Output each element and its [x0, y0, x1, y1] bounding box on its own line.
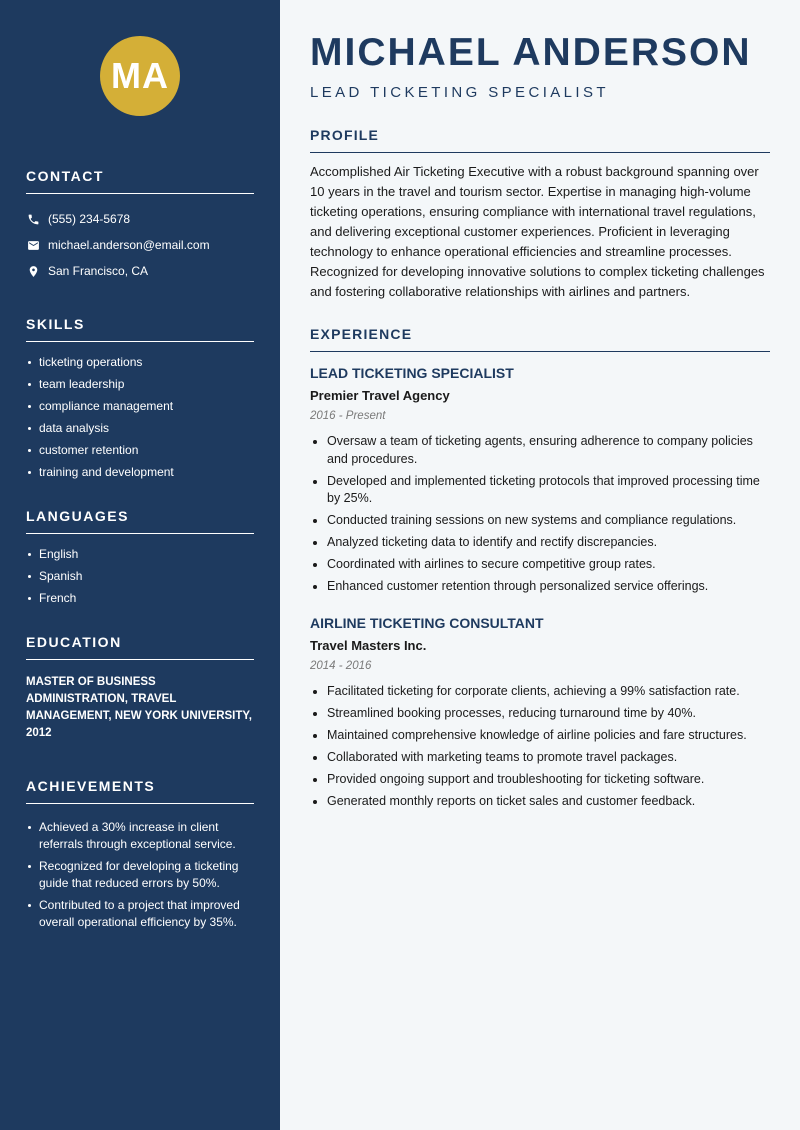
- achievements-heading: ACHIEVEMENTS: [26, 778, 254, 804]
- languages-heading: LANGUAGES: [26, 508, 254, 534]
- achievements-list: [26, 819, 254, 931]
- achievement-item: Achieved a 30% increase in client referrals through exceptional service.: [26, 819, 254, 853]
- education-section: [26, 634, 254, 742]
- contact-heading: CONTACT: [26, 168, 254, 194]
- achievement-item: Contributed to a project that improved overall operational efficiency by 35%.: [26, 897, 254, 931]
- contact-email: [26, 232, 254, 258]
- contact-section: [26, 168, 254, 284]
- skill-item: data analysis: [26, 420, 254, 436]
- contact-phone-text: (555) 234-5678: [48, 212, 131, 226]
- job-bullet: Generated monthly reports on ticket sales and customer feedback.: [310, 793, 770, 811]
- job-bullets: [310, 433, 770, 596]
- job-bullet: Developed and implemented ticketing protocols that improved processing time by 25%.: [310, 473, 770, 508]
- job-bullet: Analyzed ticketing data to identify and rectify discrepancies.: [310, 534, 770, 552]
- contact-email-text: michael.anderson@email.com: [48, 238, 210, 252]
- languages-section: [26, 508, 254, 606]
- job-bullet: Maintained comprehensive knowledge of airline policies and fare structures.: [310, 727, 770, 745]
- languages-list: [26, 546, 254, 606]
- job-title: LEAD TICKETING SPECIALIST: [310, 365, 514, 381]
- language-item: French: [26, 590, 254, 606]
- skill-item: ticketing operations: [26, 354, 254, 370]
- job-entry: [310, 364, 770, 596]
- job-bullets: [310, 683, 770, 811]
- skill-item: customer retention: [26, 442, 254, 458]
- contact-location-text: San Francisco, CA: [48, 264, 149, 278]
- candidate-name: MICHAEL ANDERSON: [310, 31, 752, 74]
- contact-location: [26, 258, 254, 284]
- phone-icon: [26, 212, 40, 226]
- education-heading: EDUCATION: [26, 634, 254, 660]
- job-bullet: Collaborated with marketing teams to promote travel packages.: [310, 749, 770, 767]
- achievements-section: [26, 778, 254, 931]
- job-bullet: Coordinated with airlines to secure competitive group rates.: [310, 556, 770, 574]
- language-item: Spanish: [26, 568, 254, 584]
- job-bullet: Oversaw a team of ticketing agents, ensuring adherence to company policies and procedures.: [310, 433, 770, 468]
- job-bullet: Enhanced customer retention through personalized service offerings.: [310, 578, 770, 596]
- job-dates: 2014 - 2016: [310, 659, 372, 672]
- main-content: [280, 0, 800, 1130]
- job-bullet: Provided ongoing support and troubleshooting for ticketing software.: [310, 771, 770, 789]
- skill-item: team leadership: [26, 376, 254, 392]
- language-item: English: [26, 546, 254, 562]
- job-bullet: Facilitated ticketing for corporate clients, achieving a 99% satisfaction rate.: [310, 683, 770, 701]
- profile-text: Accomplished Air Ticketing Executive with a robust background spanning over 10 years in the travel and tourism sector. Expertise in managing high-volume ticketing operations, ensuring compliance with international travel regulations, and delivering exceptional customer experiences. Proficient in leveraging technology to enhance operational efficiencies and streamline processes. Recognized for developing innovative solutions to complex ticketing challenges and fostering collaborative relationships with airlines and partners.: [310, 164, 765, 299]
- sidebar: [0, 0, 280, 1130]
- skills-list: [26, 354, 254, 480]
- job-company: Travel Masters Inc.: [310, 637, 427, 653]
- job-entry: [310, 614, 770, 811]
- skills-heading: SKILLS: [26, 316, 254, 342]
- profile-heading: PROFILE: [310, 127, 770, 153]
- skills-section: [26, 316, 254, 480]
- job-title: AIRLINE TICKETING CONSULTANT: [310, 614, 544, 631]
- achievement-item: Recognized for developing a ticketing guide that reduced errors by 50%.: [26, 858, 254, 892]
- contact-phone: [26, 206, 254, 232]
- avatar: MA: [100, 36, 180, 116]
- experience-heading: EXPERIENCE: [310, 326, 770, 352]
- location-pin-icon: [26, 264, 40, 278]
- education-entry: MASTER OF BUSINESS ADMINISTRATION, TRAVEL MANAGEMENT, NEW YORK UNIVERSITY, 2012: [26, 676, 252, 739]
- candidate-title: LEAD TICKETING SPECIALIST: [310, 84, 609, 101]
- job-bullet: Streamlined booking processes, reducing turnaround time by 40%.: [310, 705, 770, 723]
- job-bullet: Conducted training sessions on new systems and compliance regulations.: [310, 512, 770, 530]
- experience-section: [310, 326, 770, 810]
- job-dates: 2016 - Present: [310, 410, 386, 422]
- profile-section: [310, 127, 770, 302]
- skill-item: training and development: [26, 464, 254, 480]
- job-company: Premier Travel Agency: [310, 388, 450, 403]
- skill-item: compliance management: [26, 398, 254, 414]
- email-icon: [26, 238, 40, 252]
